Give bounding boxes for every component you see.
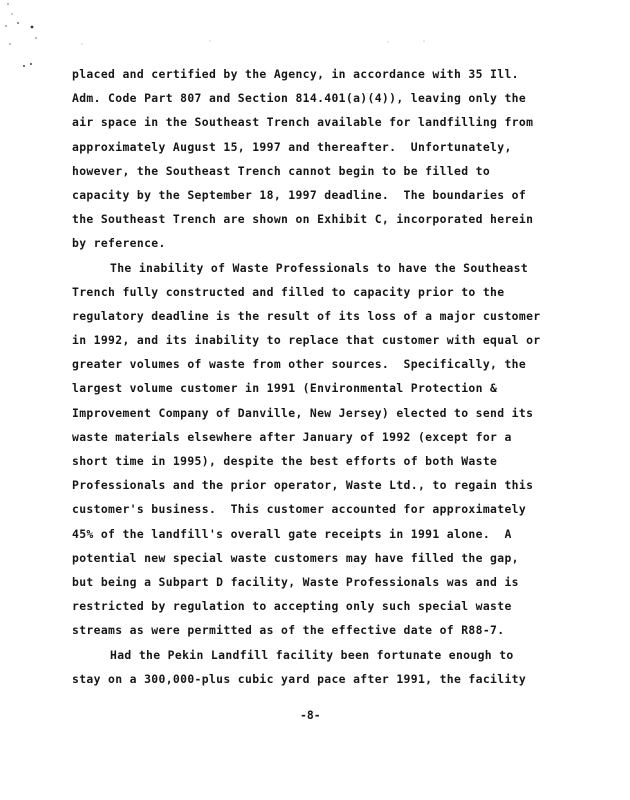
text-line: Had the Pekin Landfill facility been fortunate enough to (110, 647, 514, 662)
page-number: -8- (300, 708, 321, 722)
text-line: capacity by the September 18, 1997 deadline. The boundaries of (72, 187, 527, 202)
text-line: greater volumes of waste from other sources. Specifically, the (72, 357, 527, 372)
text-line: regulatory deadline is the result of its loss of a major customer (72, 308, 541, 323)
text-line: Improvement Company of Danville, New Jersey) elected to send its (72, 405, 534, 420)
text-line: Trench fully constructed and filled to capacity prior to the (72, 284, 505, 299)
text-line: streams as were permitted as of the effective date of R88-7. (72, 623, 505, 638)
text-line: air space in the Southeast Trench available for landfilling from (72, 115, 534, 130)
text-line: potential new special waste customers may have filled the gap, (72, 550, 519, 565)
paragraph (72, 256, 562, 643)
text-line: The inability of Waste Professionals to have the Southeast (110, 260, 529, 275)
text-line: restricted by regulation to accepting only such special waste (72, 599, 512, 614)
text-line: placed and certified by the Agency, in accordance with 35 Ill. (72, 67, 519, 81)
text-line: however, the Southeast Trench cannot begin to be filled to (72, 163, 491, 178)
text-line: by reference. (72, 236, 166, 251)
text-line: short time in 1995), despite the best efforts of both Waste (72, 454, 498, 468)
text-line: stay on a 300,000-plus cubic yard pace after 1991, the facility (72, 671, 527, 686)
text-line: Professionals and the prior operator, Waste Ltd., to regain this (72, 478, 534, 493)
text-line: but being a Subpart D facility, Waste Professionals was and is (72, 574, 519, 589)
paragraph (72, 643, 562, 691)
text-line: in 1992, and its inability to replace that customer with equal or (72, 333, 541, 348)
text-line: waste materials elsewhere after January of 1992 (except for a (72, 429, 512, 444)
text-line: largest volume customer in 1991 (Environmental Protection & (72, 381, 498, 396)
text-line: customer's business. This customer accounted for approximately (72, 502, 527, 517)
document-body (72, 62, 562, 691)
paragraph (72, 62, 562, 256)
text-line: approximately August 15, 1997 and thereafter. Unfortunately, (72, 139, 512, 154)
text-line: Adm. Code Part 807 and Section 814.401(a)(4)), leaving only the (72, 91, 527, 106)
text-line: the Southeast Trench are shown on Exhibit C, incorporated herein (72, 212, 534, 227)
text-line: 45% of the landfill's overall gate receipts in 1991 alone. A (72, 526, 512, 541)
